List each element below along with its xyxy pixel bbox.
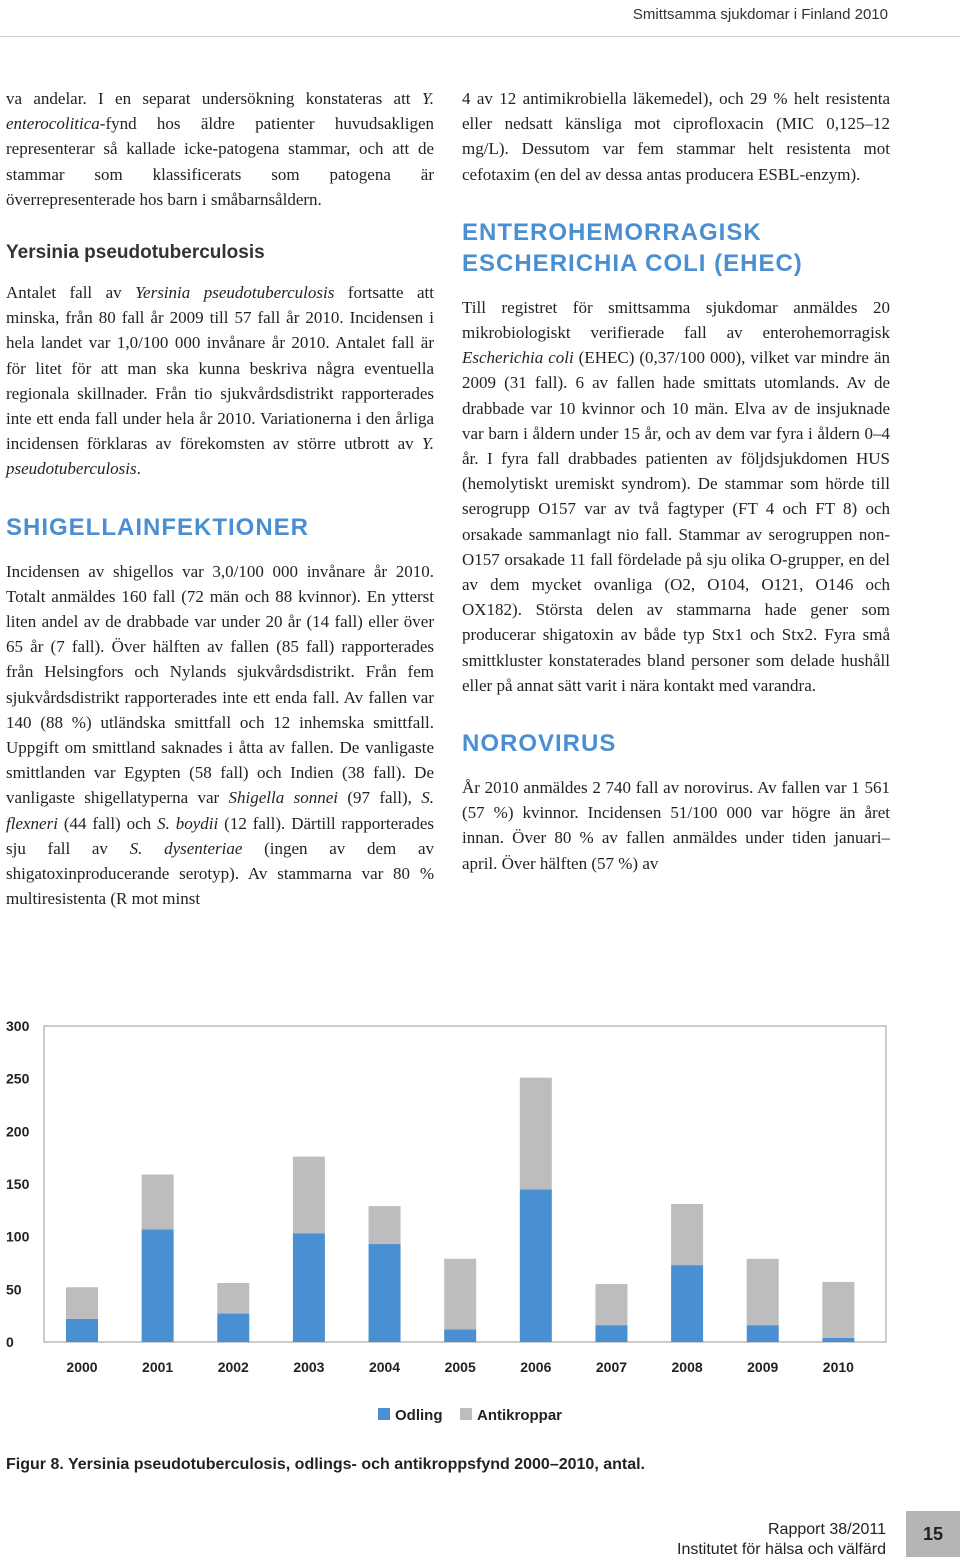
y-tick-label: 100: [6, 1228, 30, 1245]
x-tick-label: 2004: [368, 1359, 401, 1375]
bar-antikroppar-2006: [520, 1078, 552, 1190]
shigella-heading: SHIGELLAINFEKTIONER: [6, 513, 310, 541]
right-column: [462, 86, 890, 876]
bar-antikroppar-2010: [822, 1282, 854, 1338]
legend-label-odling: Odling: [395, 1407, 443, 1424]
shigella-paragraph: Incidensen av shigellos var 3,0/100 000 invånare år 2010. Totalt anmäldes 160 fall (72 män och 88 kvinnor). En ytterst liten andel av de drabbade var under 20 år (14 fall) eller över 65 år (7 fall). Över hälften av fallen (85 fall) rapporterades från Helsingfors och Nylands sjukvårdsdistrikt. Från fem sjukvårdsdistrikt rapporterades inte ett enda fall. Av fallen var 140 (88 %) utländska smittfall och 12 inhemska smittfall. Uppgift om smittland saknades i åtta av fallen. De vanligaste smittlanden var Egypten (58 fall) och Indien (38 fall). De vanligaste shigellatyperna var Shigella sonnei (97 fall), S. flexneri (44 fall) och S. boydii (12 fall). Därtill rapporterades sju fall av S. dysenteriae (ingen av dem av shigatoxinproducerande serotyp). Av stammarna var 80 % multiresistenta (R mot minst: [6, 561, 434, 909]
bar-antikroppar-2008: [671, 1204, 703, 1265]
bar-odling-2010: [822, 1338, 854, 1342]
legend-swatch-odling: [378, 1408, 390, 1420]
x-tick-label: 2006: [520, 1359, 552, 1375]
x-tick-label: 2003: [293, 1359, 325, 1375]
bar-antikroppar-2003: [293, 1157, 325, 1234]
bar-antikroppar-2005: [444, 1259, 476, 1330]
bar-odling-2008: [671, 1265, 703, 1342]
bar-odling-2005: [444, 1329, 476, 1342]
ehec-paragraph: Till registret för smittsamma sjukdomar anmäldes 20 mikrobiologiskt verifierade fall av enterohemorragisk Escherichia coli (EHEC) (0,37/100 000), vilket var mindre än 2009 (31 fall). 6 av fallen hade smittats utomlands. Av de drabbade var 10 kvinnor och 10 män. Elva av de insjuknade var barn i åldern under 15 år, och av dem var fyra i åldern 0–4 år. I fyra fall drabbades patienten av följdsjukdomen HUS (hemolytiskt uremiskt syndrom). De stammar som hörde till serogrupp O157 var av två fagtyper (FT 4 och FT 8) och orsakade sammanlagt nio fall. Stammar av serogruppen non-O157 orsakade 11 fall fördelade på sju olika O-grupper, en del av dem mycket ovanliga (O2, O104, O121, O146 och OX182). Största delen av stammarna hade gener som producerar shigatoxin av både typ Stx1 och Stx2. Fyra små smittkluster konstaterades bland personer som delade hushåll eller på annat sätt varit i nära kontakt med varandra.: [462, 297, 890, 695]
legend-swatch-antikroppar: [460, 1408, 472, 1420]
bar-antikroppar-2002: [217, 1283, 249, 1314]
bar-antikroppar-2004: [369, 1206, 401, 1244]
y-tick-label: 300: [6, 1018, 30, 1034]
ehec-heading: ENTEROHEMORRAGISK ESCHERICHIA COLI (EHEC): [462, 218, 803, 277]
x-tick-label: 2000: [66, 1359, 98, 1375]
x-tick-label: 2009: [747, 1359, 779, 1375]
bar-antikroppar-2000: [66, 1287, 98, 1319]
header-rule: [0, 36, 960, 37]
bar-odling-2009: [747, 1325, 779, 1342]
footer-institute: Institutet för hälsa och välfärd: [677, 1541, 886, 1558]
y-tick-label: 0: [6, 1334, 14, 1350]
bar-chart: [0, 1010, 960, 1430]
x-tick-label: 2002: [217, 1359, 249, 1375]
y-tick-label: 50: [6, 1281, 22, 1298]
y-tick-label: 250: [6, 1070, 30, 1087]
bar-odling-2001: [142, 1229, 174, 1342]
left-column: [6, 86, 434, 911]
norovirus-paragraph: År 2010 anmäldes 2 740 fall av norovirus. Av fallen var 1 561 (57 %) kvinnor. Incidensen 51/100 000 var högre än året innan. Över 80 % av fallen anmäldes under tiden januari–april. Över hälften (57 %) av: [462, 778, 890, 873]
bar-odling-2006: [520, 1189, 552, 1342]
running-header: Smittsamma sjukdomar i Finland 2010: [632, 6, 888, 23]
bar-antikroppar-2001: [142, 1175, 174, 1230]
figure-caption: Figur 8. Yersinia pseudotuberculosis, odlings- och antikroppsfynd 2000–2010, antal.: [6, 1456, 645, 1473]
bar-antikroppar-2009: [747, 1259, 779, 1325]
footer-report: Rapport 38/2011: [767, 1521, 886, 1538]
x-tick-label: 2010: [822, 1359, 854, 1375]
yersinia-paragraph: Antalet fall av Yersinia pseudotuberculosis fortsatte att minska, från 80 fall år 2009 till 57 fall år 2010. Incidensen i hela landet var 1,0/100 000 invånare år 2010. Antalet fall är för litet för att man ska kunna beskriva några eventuella regionala skillnader. Från tio sjukvårdsdistrikt rapporterades inte ett enda fall under hela år 2010. Variationerna i den årliga incidensen förklaras av förekomsten av större utbrott av Y. pseudotuberculosis.: [6, 283, 434, 479]
bar-odling-2007: [595, 1325, 627, 1342]
legend-label-antikroppar: Antikroppar: [477, 1407, 563, 1424]
bar-odling-2000: [66, 1319, 98, 1342]
y-tick-label: 200: [6, 1123, 30, 1140]
bar-antikroppar-2007: [595, 1284, 627, 1325]
x-tick-label: 2005: [444, 1359, 476, 1375]
page-number: 15: [906, 1511, 960, 1557]
norovirus-heading: NOROVIRUS: [462, 730, 617, 758]
intro-paragraph: va andelar. I en separat undersökning konstateras att Y. enterocolitica-fynd hos äldre patienter huvudsakligen representerar så kallade icke-patogena stammar, och att de stammar som klassificerats som patogena är överrepresenterade hos barn i småbarnsåldern.: [6, 89, 434, 209]
x-tick-label: 2008: [671, 1359, 703, 1375]
yersinia-heading: Yersinia pseudotuberculosis: [6, 242, 265, 264]
y-tick-label: 150: [6, 1176, 30, 1192]
x-tick-label: 2007: [595, 1359, 628, 1375]
bar-odling-2002: [217, 1314, 249, 1342]
bar-odling-2003: [293, 1234, 325, 1342]
x-tick-label: 2001: [142, 1359, 174, 1375]
bar-odling-2004: [369, 1244, 401, 1342]
continued-paragraph: 4 av 12 antimikrobiella läkemedel), och 29 % helt resistenta eller nedsatt känsliga mot ciprofloxacin (MIC 0,125–12 mg/L). Dessutom var fem stammar helt resistenta mot cefotaxim (en del av dessa antas producera ESBL-enzym).: [462, 89, 890, 184]
